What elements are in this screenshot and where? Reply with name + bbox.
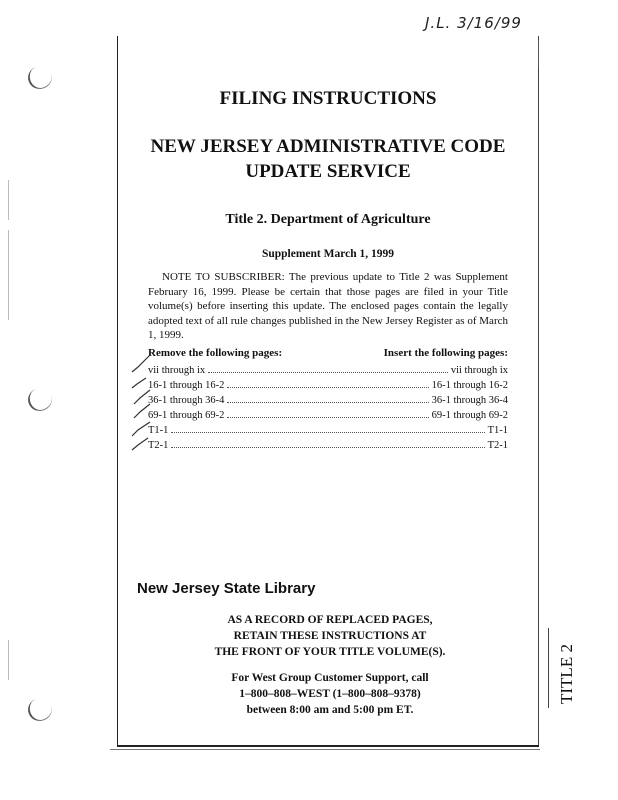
insert-pages: 69-1 through 69-2: [431, 410, 508, 421]
remove-pages: T1-1: [148, 425, 169, 436]
scan-edge-mark: [8, 180, 9, 220]
insert-pages: 36-1 through 36-4: [431, 395, 508, 406]
list-item: [148, 438, 508, 453]
title-number: Title 2. Department of Agriculture: [225, 212, 431, 227]
record-instructions: [160, 612, 500, 660]
leader-dots: [227, 393, 428, 403]
leader-dots: [227, 378, 428, 388]
list-item: [148, 408, 508, 423]
list-item: [148, 423, 508, 438]
list-item: [148, 378, 508, 393]
insert-pages: T1-1: [487, 425, 508, 436]
page-border-bottom-shadow: [110, 749, 540, 750]
support-line: For West Group Customer Support, call: [231, 672, 429, 684]
subscriber-note: NOTE TO SUBSCRIBER: The previous update to Title 2 was Supplement February 16, 1999. Please be certain that those pages are filed in your Title volume(s) before inserting this update. The enclosed pages contain the legally adopted text of all rule changes published in the New Jersey Register as of March 1, 1999.: [148, 271, 508, 341]
punch-hole-icon: [25, 63, 55, 93]
support-line: 1–800–808–WEST (1–800–808–9378): [239, 688, 421, 700]
support-line: between 8:00 am and 5:00 pm ET.: [246, 704, 414, 716]
punch-hole-icon: [25, 695, 55, 725]
document-title: FILING INSTRUCTIONS: [219, 88, 437, 109]
list-item: [148, 363, 508, 378]
scan-edge-mark: [8, 230, 9, 320]
page-border-bottom: [117, 745, 539, 747]
page-list: [148, 363, 508, 453]
leader-dots: [208, 363, 448, 373]
remove-pages: 36-1 through 36-4: [148, 395, 225, 406]
code-title-line: UPDATE SERVICE: [245, 161, 411, 182]
remove-pages: T2-1: [148, 440, 169, 451]
remove-pages: 69-1 through 69-2: [148, 410, 225, 421]
leader-dots: [171, 438, 484, 448]
customer-support: [160, 670, 500, 718]
remove-pages: vii through ix: [148, 365, 206, 376]
remove-header: Remove the following pages:: [148, 347, 283, 359]
punch-hole-icon: [25, 385, 55, 415]
record-line: AS A RECORD OF REPLACED PAGES,: [227, 614, 433, 626]
record-line: RETAIN THESE INSTRUCTIONS AT: [233, 630, 427, 642]
border-tick: [538, 40, 539, 68]
insert-pages: T2-1: [487, 440, 508, 451]
insert-header: Insert the following pages:: [383, 347, 508, 359]
record-line: THE FRONT OF YOUR TITLE VOLUME(S).: [214, 646, 446, 658]
code-title: [117, 134, 539, 184]
supplement-date: Supplement March 1, 1999: [261, 248, 395, 260]
code-title-line: NEW JERSEY ADMINISTRATIVE CODE: [150, 136, 506, 157]
insert-pages: 16-1 through 16-2: [431, 380, 508, 391]
leader-dots: [171, 423, 484, 433]
remove-pages: 16-1 through 16-2: [148, 380, 225, 391]
title-tab: [548, 628, 589, 708]
insert-pages: vii through ix: [450, 365, 508, 376]
tab-label: TITLE 2: [557, 644, 576, 704]
handwritten-initials: J.L. 3/16/99: [425, 14, 522, 32]
library-stamp: New Jersey State Library: [137, 580, 316, 597]
check-marks-icon: [128, 350, 156, 460]
page-list-header: [148, 347, 508, 359]
scan-edge-mark: [8, 640, 9, 680]
leader-dots: [227, 408, 428, 418]
list-item: [148, 393, 508, 408]
